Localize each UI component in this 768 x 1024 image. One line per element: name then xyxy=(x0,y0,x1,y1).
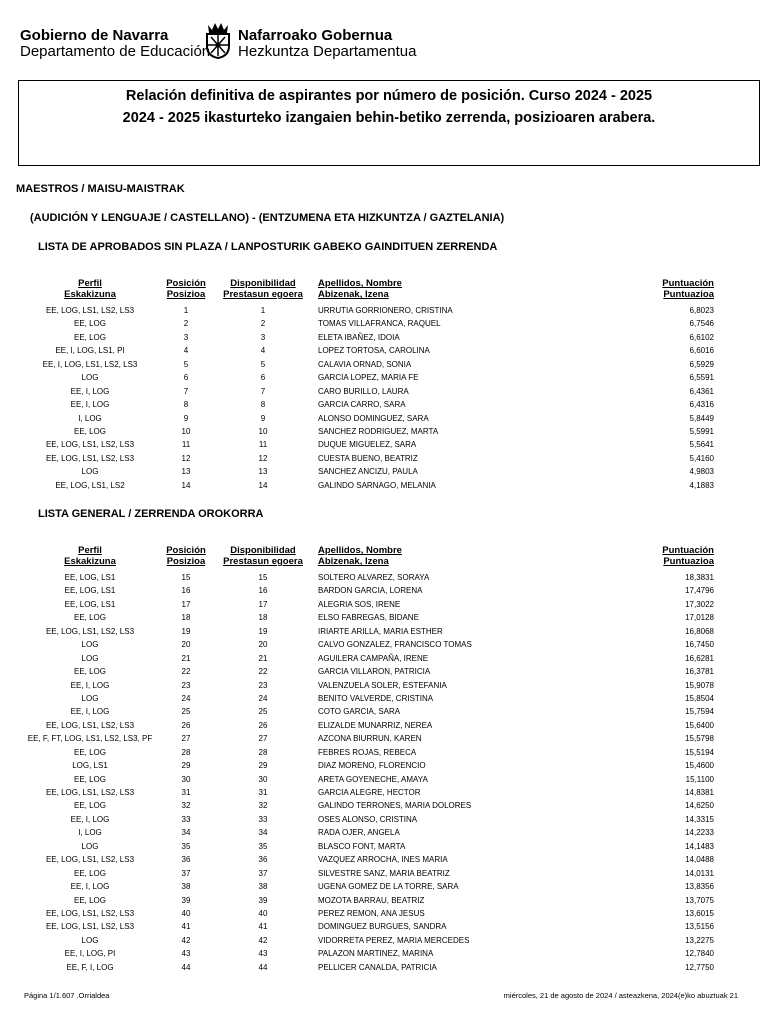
letterhead-org-es: Gobierno de Navarra xyxy=(20,27,169,44)
table-row xyxy=(0,692,768,705)
cell-perfil: EE, LOG, LS1, LS2, LS3 xyxy=(45,306,135,315)
table-row xyxy=(0,947,768,960)
cell-puntuacion: 12,7840 xyxy=(685,949,714,959)
cell-nombre: VAZQUEZ ARROCHA, INES MARIA xyxy=(318,855,448,865)
table-row xyxy=(0,317,768,330)
cell-puntuacion: 17,3022 xyxy=(685,599,714,609)
cell-puntuacion: 13,2275 xyxy=(685,935,714,945)
cell-nombre: ALONSO DOMINGUEZ, SARA xyxy=(318,413,429,423)
cell-posicion: 8 xyxy=(183,400,189,410)
section-title-general: LISTA GENERAL / ZERRENDA OROKORRA xyxy=(38,508,264,520)
cell-puntuacion: 6,6102 xyxy=(689,332,714,342)
cell-nombre: GARCIA ALEGRE, HECTOR xyxy=(318,788,421,797)
cell-puntuacion: 15,9078 xyxy=(685,680,714,690)
cell-disponibilidad: 9 xyxy=(260,413,266,423)
cell-nombre: OSES ALONSO, CRISTINA xyxy=(318,814,418,824)
cell-perfil: EE, LOG, LS1, LS2, LS3 xyxy=(45,788,135,797)
cell-nombre: DUQUE MIGUELEZ, SARA xyxy=(318,440,417,450)
cell-disponibilidad: 29 xyxy=(258,761,268,771)
cell-perfil: EE, I, LOG, LS1, PI xyxy=(55,346,125,356)
cell-nombre: RADA OJER, ANGELA xyxy=(318,828,400,838)
cell-nombre: AZCONA BIURRUN, KAREN xyxy=(318,734,422,744)
table-row xyxy=(0,398,768,411)
cell-posicion: 30 xyxy=(181,774,191,784)
cell-posicion: 39 xyxy=(181,895,191,905)
cell-nombre: IRIARTE ARILLA, MARIA ESTHER xyxy=(318,626,443,636)
cell-disponibilidad: 17 xyxy=(258,599,268,609)
cell-nombre: BLASCO FONT, MARTA xyxy=(318,841,406,851)
cell-disponibilidad: 37 xyxy=(258,868,268,878)
cell-disponibilidad: 7 xyxy=(260,386,266,396)
cell-perfil: EE, LOG, LS1, LS2, LS3 xyxy=(45,908,135,918)
table-row xyxy=(0,465,768,478)
cell-puntuacion: 14,2233 xyxy=(685,828,714,838)
cell-perfil: EE, LOG xyxy=(73,613,106,623)
cell-posicion: 27 xyxy=(181,734,191,744)
cell-nombre: CALAVIA ORNAD, SONIA xyxy=(318,359,412,369)
cell-perfil: LOG xyxy=(81,841,99,851)
table-row xyxy=(0,786,768,799)
cell-puntuacion: 6,4316 xyxy=(689,400,714,410)
col-header-puntuacion: Puntuación Puntuazioa xyxy=(662,278,714,300)
letterhead-basque xyxy=(238,28,416,60)
table-row xyxy=(0,840,768,853)
table-row xyxy=(0,625,768,638)
cell-disponibilidad: 11 xyxy=(258,440,268,450)
cell-disponibilidad: 19 xyxy=(258,626,268,636)
cell-disponibilidad: 21 xyxy=(258,653,268,663)
cell-disponibilidad: 2 xyxy=(260,319,266,329)
cell-disponibilidad: 8 xyxy=(260,400,266,410)
cell-perfil: EE, LOG xyxy=(73,895,106,905)
cell-puntuacion: 4,9803 xyxy=(689,467,714,477)
cell-perfil: EE, LOG xyxy=(73,801,106,811)
cell-nombre: PEREZ REMON, ANA JESUS xyxy=(318,908,425,918)
cell-disponibilidad: 44 xyxy=(258,962,268,972)
cell-disponibilidad: 22 xyxy=(258,667,268,677)
cell-perfil: EE, I, LOG, LS1, LS2, LS3 xyxy=(42,359,138,369)
cell-disponibilidad: 33 xyxy=(258,814,268,824)
cell-posicion: 16 xyxy=(181,586,191,596)
cell-posicion: 21 xyxy=(181,653,191,663)
cell-puntuacion: 15,7594 xyxy=(685,707,714,717)
table-row xyxy=(0,611,768,624)
navarra-coat-of-arms-icon xyxy=(203,21,233,59)
cell-posicion: 33 xyxy=(181,814,191,824)
cell-nombre: ELSO FABREGAS, BIDANE xyxy=(318,613,419,623)
table-row xyxy=(0,412,768,425)
cell-nombre: ELIZALDE MUNARRIZ, NEREA xyxy=(318,720,433,730)
cell-puntuacion: 13,8356 xyxy=(685,882,714,892)
cell-perfil: LOG xyxy=(81,467,99,477)
table-row xyxy=(0,665,768,678)
cell-perfil: EE, LOG, LS1, LS2, LS3 xyxy=(45,453,135,463)
cell-puntuacion: 6,7546 xyxy=(689,319,714,329)
cell-puntuacion: 14,1483 xyxy=(685,841,714,851)
table-row xyxy=(0,652,768,665)
cell-perfil: EE, LOG xyxy=(73,426,106,436)
cell-posicion: 11 xyxy=(181,440,191,450)
cell-puntuacion: 17,4796 xyxy=(685,586,714,596)
approved-list xyxy=(0,304,768,492)
cell-posicion: 31 xyxy=(181,788,191,797)
table-row xyxy=(0,907,768,920)
table-row xyxy=(0,867,768,880)
cell-puntuacion: 6,8023 xyxy=(689,306,714,315)
cell-nombre: CUESTA BUENO, BEATRIZ xyxy=(318,453,418,463)
cell-posicion: 23 xyxy=(181,680,191,690)
cell-perfil: EE, LOG xyxy=(73,332,106,342)
cell-posicion: 22 xyxy=(181,667,191,677)
cell-nombre: MOZOTA BARRAU, BEATRIZ xyxy=(318,895,425,905)
cell-posicion: 25 xyxy=(181,707,191,717)
cell-posicion: 36 xyxy=(181,855,191,865)
cell-perfil: EE, LOG, LS1 xyxy=(64,599,116,609)
cell-nombre: GARCIA CARRO, SARA xyxy=(318,400,406,410)
cell-perfil: EE, LOG, LS1, LS2, LS3 xyxy=(45,440,135,450)
cell-disponibilidad: 1 xyxy=(260,306,266,315)
table-row xyxy=(0,331,768,344)
cell-disponibilidad: 43 xyxy=(258,949,268,959)
cell-nombre: UGENA GOMEZ DE LA TORRE, SARA xyxy=(318,882,459,892)
cell-disponibilidad: 30 xyxy=(258,774,268,784)
cell-posicion: 29 xyxy=(181,761,191,771)
table-row xyxy=(0,638,768,651)
cell-nombre: VALENZUELA SOLER, ESTEFANIA xyxy=(318,680,447,690)
table-row xyxy=(0,584,768,597)
cell-posicion: 5 xyxy=(183,359,189,369)
cell-puntuacion: 6,5591 xyxy=(689,373,714,383)
cell-posicion: 40 xyxy=(181,908,191,918)
document-title-box xyxy=(18,80,760,166)
cell-disponibilidad: 42 xyxy=(258,935,268,945)
cell-puntuacion: 15,6400 xyxy=(685,720,714,730)
col-header-posicion: Posición Posizioa xyxy=(166,545,206,567)
cell-disponibilidad: 16 xyxy=(258,586,268,596)
cell-perfil: EE, I, LOG xyxy=(70,707,110,717)
cell-puntuacion: 6,5929 xyxy=(689,359,714,369)
table-row xyxy=(0,826,768,839)
cell-perfil: EE, LOG, LS1, LS2, LS3 xyxy=(45,855,135,865)
cell-perfil: I, LOG xyxy=(78,413,102,423)
cell-posicion: 44 xyxy=(181,962,191,972)
cell-nombre: SILVESTRE SANZ, MARIA BEATRIZ xyxy=(318,868,450,878)
cell-nombre: VIDORRETA PEREZ, MARIA MERCEDES xyxy=(318,935,470,945)
cell-posicion: 13 xyxy=(181,467,191,477)
cell-puntuacion: 15,1100 xyxy=(685,774,714,784)
table-row xyxy=(0,773,768,786)
cell-puntuacion: 13,7075 xyxy=(685,895,714,905)
table-row xyxy=(0,894,768,907)
cell-disponibilidad: 41 xyxy=(258,922,268,932)
col-header-perfil: Perfil Eskakizuna xyxy=(64,545,116,567)
table-row xyxy=(0,759,768,772)
cell-nombre: DIAZ MORENO, FLORENCIO xyxy=(318,761,426,771)
table-row xyxy=(0,920,768,933)
cell-nombre: ALEGRIA SOS, IRENE xyxy=(318,599,401,609)
col-header-disponibilidad: Disponibilidad Prestasun egoera xyxy=(223,545,303,567)
table-row xyxy=(0,961,768,974)
cell-disponibilidad: 18 xyxy=(258,613,268,623)
col-header-posicion: Posición Posizioa xyxy=(166,278,206,300)
cell-disponibilidad: 38 xyxy=(258,882,268,892)
col-header-nombre: Apellidos, Nombre Abizenak, Izena xyxy=(318,278,402,300)
cell-perfil: EE, LOG, LS1, LS2 xyxy=(55,480,125,490)
cell-perfil: EE, F, I, LOG xyxy=(66,962,114,972)
cell-perfil: LOG xyxy=(81,640,99,650)
letterhead-spanish xyxy=(20,28,210,60)
cell-puntuacion: 16,8068 xyxy=(685,626,714,636)
cell-perfil: EE, LOG, LS1, LS2, LS3 xyxy=(45,626,135,636)
cell-disponibilidad: 14 xyxy=(258,480,268,490)
table-row xyxy=(0,934,768,947)
cell-disponibilidad: 3 xyxy=(260,332,266,342)
cell-perfil: LOG xyxy=(81,935,99,945)
cell-disponibilidad: 23 xyxy=(258,680,268,690)
cell-perfil: EE, LOG xyxy=(73,667,106,677)
cell-disponibilidad: 25 xyxy=(258,707,268,717)
cell-puntuacion: 5,4160 xyxy=(689,453,714,463)
cell-perfil: EE, LOG, LS1 xyxy=(64,586,116,596)
cell-posicion: 19 xyxy=(181,626,191,636)
cell-puntuacion: 14,0488 xyxy=(685,855,714,865)
table-row xyxy=(0,438,768,451)
cell-puntuacion: 13,6015 xyxy=(685,908,714,918)
cell-disponibilidad: 12 xyxy=(258,453,268,463)
cell-posicion: 17 xyxy=(181,599,191,609)
cell-posicion: 7 xyxy=(183,386,189,396)
cell-posicion: 14 xyxy=(181,480,191,490)
cell-puntuacion: 17,0128 xyxy=(685,613,714,623)
cell-puntuacion: 6,4361 xyxy=(689,386,714,396)
cell-perfil: EE, LOG, LS1, LS2, LS3 xyxy=(45,720,135,730)
cell-perfil: I, LOG xyxy=(78,828,102,838)
letterhead-dept-es: Departamento de Educación xyxy=(20,43,211,60)
col-header-perfil: Perfil Eskakizuna xyxy=(64,278,116,300)
cell-posicion: 43 xyxy=(181,949,191,959)
cell-perfil: EE, LOG, LS1 xyxy=(64,573,116,582)
table-row xyxy=(0,732,768,745)
cell-nombre: CALVO GONZALEZ, FRANCISCO TOMAS xyxy=(318,640,472,650)
cell-puntuacion: 18,3831 xyxy=(685,573,714,582)
cell-nombre: GARCIA VILLARON, PATRICIA xyxy=(318,667,431,677)
cell-puntuacion: 13,5156 xyxy=(685,922,714,932)
cell-puntuacion: 5,8449 xyxy=(689,413,714,423)
cell-nombre: ELETA IBAÑEZ, IDOIA xyxy=(318,332,400,342)
table-row xyxy=(0,853,768,866)
cell-posicion: 4 xyxy=(183,346,189,356)
cell-disponibilidad: 15 xyxy=(258,573,268,582)
cell-posicion: 38 xyxy=(181,882,191,892)
table-row xyxy=(0,719,768,732)
cell-disponibilidad: 34 xyxy=(258,828,268,838)
cell-disponibilidad: 40 xyxy=(258,908,268,918)
cell-perfil: EE, I, LOG, PI xyxy=(64,949,116,959)
cell-posicion: 1 xyxy=(183,306,189,315)
table-row xyxy=(0,679,768,692)
cell-puntuacion: 14,3315 xyxy=(685,814,714,824)
cell-nombre: AGUILERA CAMPAÑA, IRENE xyxy=(318,653,429,663)
cell-nombre: PALAZON MARTINEZ, MARINA xyxy=(318,949,434,959)
table-row xyxy=(0,371,768,384)
specialty-heading: (AUDICIÓN Y LENGUAJE / CASTELLANO) - (ENTZUMENA ETA HIZKUNTZA / GAZTELANIA) xyxy=(30,212,505,224)
cell-disponibilidad: 39 xyxy=(258,895,268,905)
cell-nombre: SOLTERO ALVAREZ, SORAYA xyxy=(318,573,430,582)
cell-disponibilidad: 26 xyxy=(258,720,268,730)
cell-perfil: LOG, LS1 xyxy=(72,761,108,771)
cell-nombre: COTO GARCIA, SARA xyxy=(318,707,401,717)
cell-posicion: 26 xyxy=(181,720,191,730)
cell-perfil: LOG xyxy=(81,693,99,703)
table-row xyxy=(0,452,768,465)
page-footer-date: miércoles, 21 de agosto de 2024 / asteazkena, 2024(e)ko abuztuak 21 xyxy=(503,991,738,1000)
cell-disponibilidad: 10 xyxy=(258,426,268,436)
cell-posicion: 3 xyxy=(183,332,189,342)
table-row xyxy=(0,385,768,398)
cell-perfil: EE, LOG, LS1, LS2, LS3 xyxy=(45,922,135,932)
cell-posicion: 18 xyxy=(181,613,191,623)
cell-puntuacion: 16,6281 xyxy=(685,653,714,663)
body-heading: MAESTROS / MAISU-MAISTRAK xyxy=(16,183,185,195)
cell-nombre: SANCHEZ RODRIGUEZ, MARTA xyxy=(318,426,439,436)
table-row xyxy=(0,304,768,317)
cell-nombre: FEBRES ROJAS, REBECA xyxy=(318,747,417,757)
cell-perfil: EE, I, LOG xyxy=(70,386,110,396)
cell-disponibilidad: 5 xyxy=(260,359,266,369)
cell-nombre: BENITO VALVERDE, CRISTINA xyxy=(318,693,434,703)
cell-disponibilidad: 28 xyxy=(258,747,268,757)
cell-nombre: CARO BURILLO, LAURA xyxy=(318,386,409,396)
table-row xyxy=(0,358,768,371)
cell-puntuacion: 16,7450 xyxy=(685,640,714,650)
cell-perfil: LOG xyxy=(81,373,99,383)
cell-puntuacion: 5,5991 xyxy=(689,426,714,436)
document-title-eu: 2024 - 2025 ikasturteko izangaien behin-betiko zerrenda, posizioaren arabera. xyxy=(122,110,656,126)
cell-puntuacion: 16,3781 xyxy=(685,667,714,677)
cell-puntuacion: 14,0131 xyxy=(685,868,714,878)
cell-disponibilidad: 4 xyxy=(260,346,266,356)
cell-posicion: 35 xyxy=(181,841,191,851)
cell-perfil: EE, I, LOG xyxy=(70,814,110,824)
cell-puntuacion: 4,1883 xyxy=(689,480,714,490)
table-row xyxy=(0,425,768,438)
table-row xyxy=(0,571,768,584)
cell-disponibilidad: 20 xyxy=(258,640,268,650)
cell-posicion: 24 xyxy=(181,693,191,703)
cell-perfil: EE, I, LOG xyxy=(70,882,110,892)
cell-nombre: GALINDO TERRONES, MARIA DOLORES xyxy=(318,801,472,811)
cell-disponibilidad: 27 xyxy=(258,734,268,744)
cell-disponibilidad: 6 xyxy=(260,373,266,383)
cell-perfil: EE, I, LOG xyxy=(70,400,110,410)
cell-posicion: 28 xyxy=(181,747,191,757)
cell-posicion: 12 xyxy=(181,453,191,463)
cell-posicion: 6 xyxy=(183,373,189,383)
cell-disponibilidad: 31 xyxy=(258,788,268,797)
cell-nombre: URRUTIA GORRIONERO, CRISTINA xyxy=(318,306,453,315)
cell-nombre: GARCIA LOPEZ, MARIA FE xyxy=(318,373,419,383)
cell-perfil: EE, F, FT, LOG, LS1, LS2, LS3, PF xyxy=(27,734,153,744)
col-header-puntuacion: Puntuación Puntuazioa xyxy=(662,545,714,567)
cell-posicion: 9 xyxy=(183,413,189,423)
cell-posicion: 41 xyxy=(181,922,191,932)
cell-perfil: EE, LOG xyxy=(73,774,106,784)
cell-puntuacion: 5,5641 xyxy=(689,440,714,450)
cell-disponibilidad: 32 xyxy=(258,801,268,811)
cell-puntuacion: 6,6016 xyxy=(689,346,714,356)
col-header-nombre: Apellidos, Nombre Abizenak, Izena xyxy=(318,545,402,567)
cell-nombre: GALINDO SARNAGO, MELANIA xyxy=(318,480,436,490)
table-row xyxy=(0,880,768,893)
cell-nombre: BARDON GARCIA, LORENA xyxy=(318,586,423,596)
cell-posicion: 15 xyxy=(181,573,191,582)
page-footer-left: Página 1/1.607 .Orrialdea xyxy=(24,991,110,1000)
cell-disponibilidad: 36 xyxy=(258,855,268,865)
cell-nombre: PELLICER CANALDA, PATRICIA xyxy=(318,962,437,972)
cell-perfil: EE, I, LOG xyxy=(70,680,110,690)
cell-nombre: LOPEZ TORTOSA, CAROLINA xyxy=(318,346,430,356)
cell-nombre: ARETA GOYENECHE, AMAYA xyxy=(318,774,428,784)
table-row xyxy=(0,799,768,812)
cell-posicion: 10 xyxy=(181,426,191,436)
cell-puntuacion: 15,5798 xyxy=(685,734,714,744)
cell-nombre: TOMAS VILLAFRANCA, RAQUEL xyxy=(318,319,441,329)
cell-nombre: DOMINGUEZ BURGUES, SANDRA xyxy=(318,922,447,932)
cell-puntuacion: 15,4600 xyxy=(685,761,714,771)
table-row xyxy=(0,598,768,611)
cell-posicion: 37 xyxy=(181,868,191,878)
cell-nombre: SANCHEZ ANCIZU, PAULA xyxy=(318,467,418,477)
document-title-es: Relación definitiva de aspirantes por número de posición. Curso 2024 - 2025 xyxy=(125,88,653,104)
cell-perfil: LOG xyxy=(81,653,99,663)
cell-puntuacion: 14,6250 xyxy=(685,801,714,811)
cell-perfil: EE, LOG xyxy=(73,868,106,878)
section-title-approved: LISTA DE APROBADOS SIN PLAZA / LANPOSTURIK GABEKO GAINDITUEN ZERRENDA xyxy=(38,241,498,253)
cell-posicion: 34 xyxy=(181,828,191,838)
cell-perfil: EE, LOG xyxy=(73,319,106,329)
cell-disponibilidad: 24 xyxy=(258,693,268,703)
cell-puntuacion: 12,7750 xyxy=(685,962,714,972)
cell-posicion: 2 xyxy=(183,319,189,329)
letterhead-dept-eu: Hezkuntza Departamentua xyxy=(238,43,417,60)
table-row xyxy=(0,813,768,826)
cell-posicion: 20 xyxy=(181,640,191,650)
col-header-disponibilidad: Disponibilidad Prestasun egoera xyxy=(223,278,303,300)
table-row xyxy=(0,479,768,492)
general-list xyxy=(0,571,768,974)
table-row xyxy=(0,746,768,759)
cell-puntuacion: 15,5194 xyxy=(685,747,714,757)
table-row xyxy=(0,344,768,357)
cell-posicion: 42 xyxy=(181,935,191,945)
cell-disponibilidad: 13 xyxy=(258,467,268,477)
cell-disponibilidad: 35 xyxy=(258,841,268,851)
cell-puntuacion: 14,8381 xyxy=(685,788,714,797)
cell-posicion: 32 xyxy=(181,801,191,811)
letterhead-org-eu: Nafarroako Gobernua xyxy=(238,27,393,44)
cell-puntuacion: 15,8504 xyxy=(685,693,714,703)
cell-perfil: EE, LOG xyxy=(73,747,106,757)
table-row xyxy=(0,705,768,718)
